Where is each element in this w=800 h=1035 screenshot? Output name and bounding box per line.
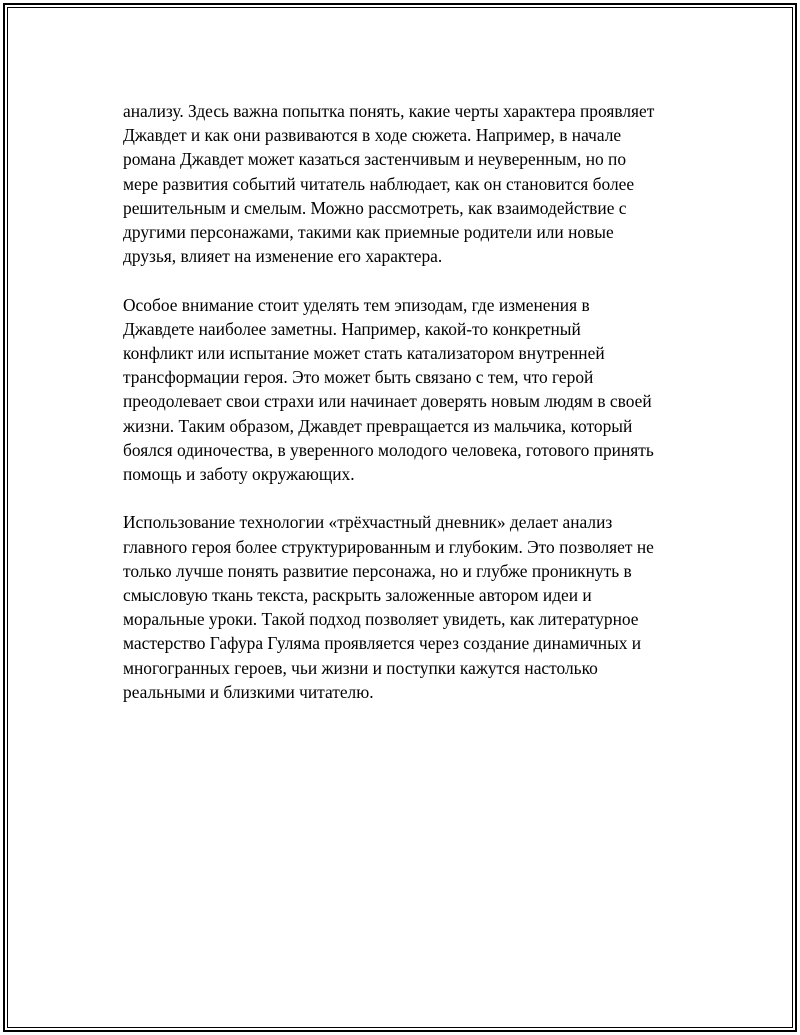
text-line: только лучше понять развитие персонажа, но и глубже проникнуть в xyxy=(123,560,632,581)
paragraph-3 xyxy=(123,510,703,704)
text-line: Джавдете наиболее заметны. Например, какой-то конкретный xyxy=(123,318,581,339)
paragraph-1 xyxy=(123,99,703,268)
text-line: жизни. Таким образом, Джавдет превращается из мальчика, который xyxy=(123,415,633,436)
text-line: друзья, влияет на изменение его характера. xyxy=(123,246,443,267)
text-line: преодолевает свои страхи или начинает доверять новым людям в своей xyxy=(123,391,652,412)
text-line: романа Джавдет может казаться застенчивым и неуверенным, но по xyxy=(123,149,627,170)
text-line: мере развития событий читатель наблюдает, как он становится более xyxy=(123,173,635,194)
text-line: Джавдет и как они развиваются в ходе сюжета. Например, в начале xyxy=(123,125,622,146)
page-frame xyxy=(3,3,797,1032)
text-line: трансформации героя. Это может быть связано с тем, что герой xyxy=(123,367,594,388)
text-line: смысловую ткань текста, раскрыть заложенные автором идеи и xyxy=(123,585,592,606)
text-line: многогранных героев, чьи жизни и поступки кажутся настолько xyxy=(123,657,598,678)
text-line: главного героя более структурированным и глубоким. Это позволяет не xyxy=(123,536,654,557)
text-line: другими персонажами, такими как приемные родители или новые xyxy=(123,222,614,243)
text-line: реальными и близкими читателю. xyxy=(123,681,374,702)
text-line: помощь и заботу окружающих. xyxy=(123,464,355,485)
text-line: мастерство Гафура Гуляма проявляется через создание динамичных и xyxy=(123,633,642,654)
page-body xyxy=(123,99,703,728)
text-line: анализу. Здесь важна попытка понять, какие черты характера проявляет xyxy=(123,101,655,121)
text-line: Особое внимание стоит уделять тем эпизодам, где изменения в xyxy=(123,294,590,315)
text-line: моральные уроки. Такой подход позволяет увидеть, как литературное xyxy=(123,609,639,630)
text-line: боялся одиночества, в уверенного молодого человека, готового принять xyxy=(123,439,654,460)
text-line: Использование технологии «трёхчастный дневник» делает анализ xyxy=(123,512,613,533)
paragraph-2 xyxy=(123,293,703,487)
text-line: конфликт или испытание может стать катализатором внутренней xyxy=(123,343,605,364)
text-line: решительным и смелым. Можно рассмотреть, как взаимодействие с xyxy=(123,197,627,218)
